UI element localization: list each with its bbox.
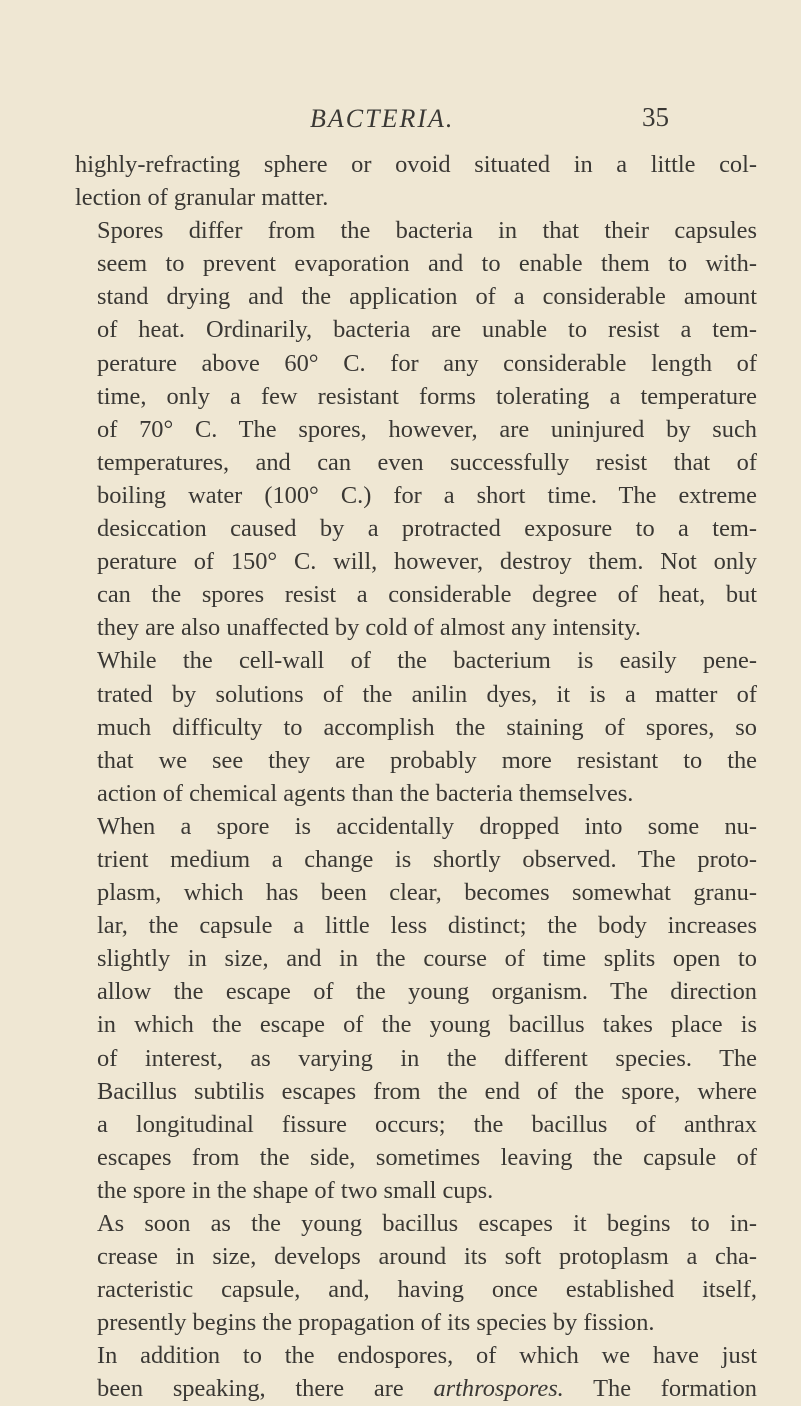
text-line: time, only a few resistant forms tolerating a temperature bbox=[97, 382, 757, 410]
text-line: Bacillus subtilis escapes from the end of the spore, where bbox=[97, 1077, 757, 1105]
text-line: of interest, as varying in the different species. The bbox=[97, 1044, 757, 1072]
paragraph-6 bbox=[75, 1339, 757, 1405]
text-line: trient medium a change is shortly observed. The proto- bbox=[97, 845, 757, 873]
text-line: presently begins the propagation of its species by fission. bbox=[97, 1309, 655, 1337]
text-line: a longitudinal fissure occurs; the bacillus of anthrax bbox=[97, 1110, 757, 1138]
text-line: temperatures, and can even successfully resist that of bbox=[97, 448, 757, 476]
text-line: crease in size, develops around its soft protoplasm a cha- bbox=[97, 1243, 757, 1271]
paragraph-4 bbox=[75, 810, 757, 1207]
text-line: seem to prevent evaporation and to enable them to with- bbox=[97, 250, 757, 278]
text-line: can the spores resist a considerable degree of heat, but bbox=[97, 581, 757, 609]
text-line: of 70° C. The spores, however, are uninjured by such bbox=[97, 415, 757, 443]
text-line: in which the escape of the young bacillus takes place is bbox=[97, 1011, 757, 1039]
text-line: much difficulty to accomplish the staining of spores, so bbox=[97, 713, 757, 741]
text-line: racteristic capsule, and, having once established itself, bbox=[97, 1276, 757, 1304]
text-line: slightly in size, and in the course of time splits open to bbox=[97, 945, 757, 973]
text-line: the spore in the shape of two small cups. bbox=[97, 1176, 494, 1204]
text-line: boiling water (100° C.) for a short time. The extreme bbox=[97, 481, 757, 509]
italic-term: arthrospores. bbox=[433, 1375, 564, 1403]
text-line: highly-refracting sphere or ovoid situated in a little col- bbox=[75, 151, 757, 178]
page-number: 35 bbox=[642, 102, 669, 132]
paragraph-1 bbox=[75, 148, 757, 214]
text-line: allow the escape of the young organism. The direction bbox=[97, 978, 757, 1006]
text-line: While the cell-wall of the bacterium is easily pene- bbox=[97, 647, 757, 675]
text-segment: The formation bbox=[563, 1375, 757, 1403]
body-text bbox=[75, 148, 757, 1406]
text-line: they are also unaffected by cold of almost any intensity. bbox=[97, 614, 641, 642]
text-line: trated by solutions of the anilin dyes, it is a matter of bbox=[97, 680, 757, 708]
text-line: desiccation caused by a protracted exposure to a tem- bbox=[97, 515, 757, 543]
text-line: perature of 150° C. will, however, destroy them. Not only bbox=[97, 548, 757, 576]
text-line bbox=[75, 1372, 757, 1405]
text-segment: been speaking, there are bbox=[97, 1375, 434, 1403]
text-line: Spores differ from the bacteria in that their capsules bbox=[97, 217, 757, 245]
paragraph-3 bbox=[75, 644, 757, 809]
paragraph-5 bbox=[75, 1207, 757, 1339]
running-title: BACTERIA. bbox=[310, 104, 455, 133]
text-line: that we see they are probably more resistant to the bbox=[97, 746, 757, 774]
text-line: of heat. Ordinarily, bacteria are unable to resist a tem- bbox=[97, 316, 757, 344]
text-line: When a spore is accidentally dropped into some nu- bbox=[97, 812, 757, 840]
text-line: As soon as the young bacillus escapes it begins to in- bbox=[97, 1210, 757, 1237]
text-line: action of chemical agents than the bacteria themselves. bbox=[97, 779, 634, 807]
text-line: lection of granular matter. bbox=[75, 184, 329, 212]
paragraph-2 bbox=[75, 214, 757, 644]
text-line: In addition to the endospores, of which we have just bbox=[97, 1342, 757, 1370]
text-line: lar, the capsule a little less distinct; the body increases bbox=[97, 912, 757, 940]
text-line: escapes from the side, sometimes leaving the capsule of bbox=[97, 1143, 757, 1171]
text-line: stand drying and the application of a considerable amount bbox=[97, 283, 757, 311]
text-line: plasm, which has been clear, becomes somewhat granu- bbox=[97, 879, 757, 907]
text-line: perature above 60° C. for any considerable length of bbox=[97, 349, 757, 377]
